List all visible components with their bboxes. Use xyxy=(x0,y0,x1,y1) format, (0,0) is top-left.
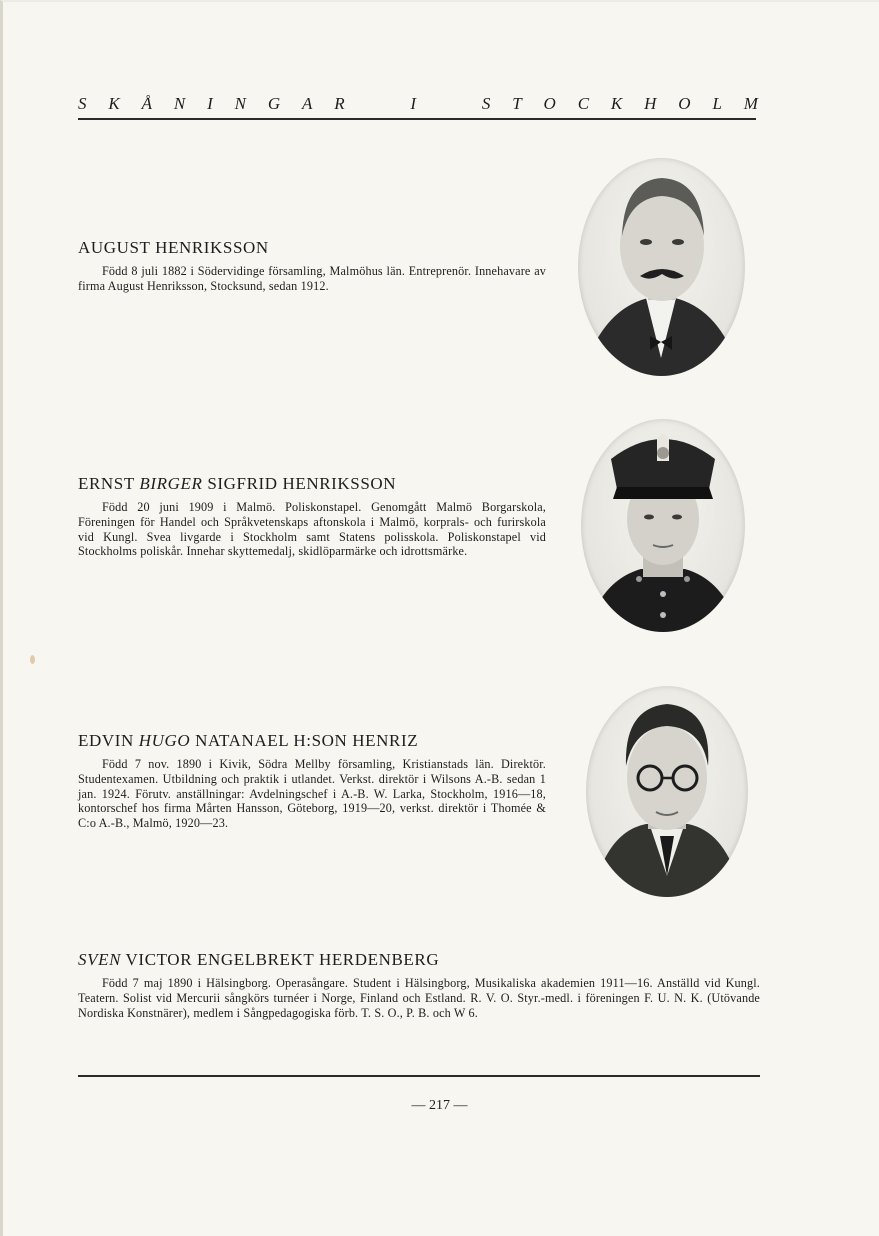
portrait-round-glasses-icon xyxy=(586,686,748,897)
running-head-letter: K xyxy=(108,94,120,113)
biography-entry xyxy=(78,238,546,294)
entry-bio: Född 20 juni 1909 i Malmö. Poliskonstapel. Genomgått Malmö Borgarskola, Föreningen för Handel och Språkvetenskaps aftonskola i Malmö, korprals- och furirskola vid Kungl. Svea livgarde i Stockholm samt Statens polisskola. Poliskonstapel vid Stockholms poliskår. Innehar skyttemedalj, skidlöparmärke och idrottsmärke. xyxy=(78,500,546,559)
name-part-italic: BIRGER xyxy=(139,474,203,493)
entry-bio: Född 7 nov. 1890 i Kivik, Södra Mellby församling, Kristianstads län. Direktör. Studentexamen. Utbildning och praktik i utlandet. Verkst. direktör i Wilsons A.-B. sedan 1 jan. 1924. Förutv. anställningar: Avdelningschef i A.-B. W. Larka, Stockholm, 1916—18, kontorschef hos firma Mårten Hansson, Göteborg, 1919—20, verkst. direktör i Thomée & C:o A.-B., Malmö, 1920—23. xyxy=(78,757,546,831)
biography-entry xyxy=(78,731,546,831)
entry-name xyxy=(78,474,546,494)
name-part-italic: HUGO xyxy=(138,731,191,750)
header-rule xyxy=(78,118,756,120)
running-head-letter: C xyxy=(577,94,590,113)
footer-rule xyxy=(78,1075,760,1077)
running-head-letter: K xyxy=(610,94,623,113)
running-head-gap xyxy=(367,94,389,114)
running-head-letter: S xyxy=(481,94,491,113)
entry-bio: Född 8 juli 1882 i Södervidinge församling, Malmöhus län. Entreprenör. Innehavare av firma August Henriksson, Stocksund, sedan 1912. xyxy=(78,264,546,293)
running-head-letter: G xyxy=(267,94,281,113)
running-head-letter: N xyxy=(173,94,186,113)
entry-name xyxy=(78,950,760,970)
page-number: — 217 — xyxy=(411,1098,468,1113)
name-part: VICTOR ENGELBREKT HERDENBERG xyxy=(121,950,440,969)
running-head-letter: R xyxy=(334,94,345,113)
name-part: NATANAEL H:SON HENRIZ xyxy=(190,731,419,750)
name-part: EDVIN xyxy=(78,731,139,750)
running-head-letter: L xyxy=(712,94,722,113)
running-head xyxy=(78,94,758,114)
entry-bio: Född 7 maj 1890 i Hälsingborg. Operasångare. Student i Hälsingborg, Musikaliska akademien 1911—16. Anställd vid Kungl. Teatern. Solist vid Mercurii sångkörs turnéer i Norge, Finland och Estland. R. V. O. Styr.-medl. i föreningen F. U. N. K. (Utövande Nordiska Konstnärer), medlem i Sångpedagogiska förb. T. S. O., P. B. och W 6. xyxy=(78,976,760,1020)
running-head-letter: O xyxy=(543,94,556,113)
running-head-gap xyxy=(438,94,460,114)
biography-entry xyxy=(78,950,760,1020)
biography-entry xyxy=(78,474,546,559)
entry-name xyxy=(78,731,546,751)
running-head-letter: I xyxy=(207,94,213,113)
name-part: AUGUST HENRIKSSON xyxy=(78,238,269,257)
name-part: SIGFRID HENRIKSSON xyxy=(202,474,397,493)
name-part-italic: SVEN xyxy=(78,950,122,969)
running-head-letter: A xyxy=(302,94,313,113)
name-part: ERNST xyxy=(78,474,140,493)
running-head-letter: T xyxy=(512,94,522,113)
running-head-letter: S xyxy=(78,94,87,113)
running-head-letter: I xyxy=(410,94,417,113)
running-head-letter: H xyxy=(644,94,657,113)
portrait-mustache-bowtie-icon xyxy=(578,158,745,376)
entry-name xyxy=(78,238,546,258)
paper-stain xyxy=(30,655,35,664)
running-head-letter: N xyxy=(234,94,246,113)
running-head-letter: O xyxy=(678,94,691,113)
running-head-letter: M xyxy=(743,94,758,113)
running-head-letter: Å xyxy=(141,94,152,113)
portrait-police-uniform-icon xyxy=(581,419,745,632)
